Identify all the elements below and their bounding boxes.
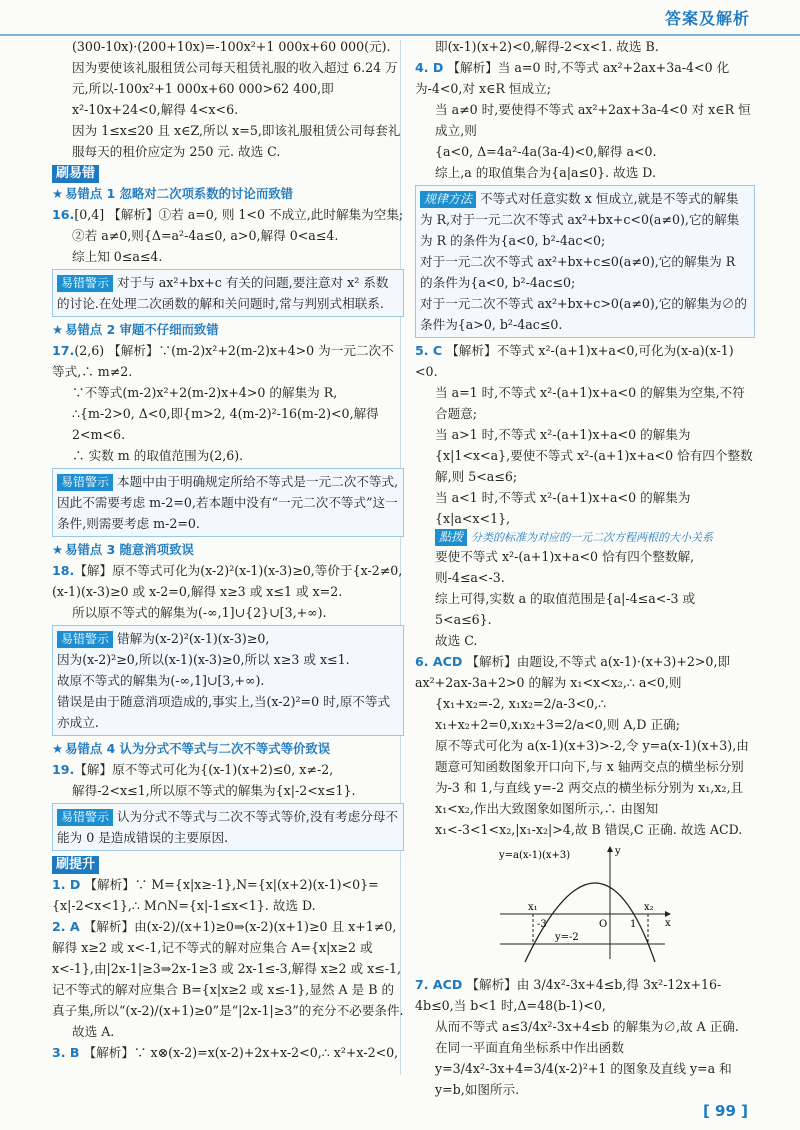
continued-line: 即(x-1)(x+2)<0,解得-2<x<1. 故选 B.	[435, 39, 659, 54]
intro-line: 因为要使该礼服租赁公司每天租赁礼服的收入超过 6.24 万元,所以-100x²+1 000x+60 000>62 400,即 x²-10x+24<0,解得 4<x<6.	[72, 60, 398, 117]
star-icon: ★	[52, 186, 64, 201]
error-point-title: ★ 易错点 4 认为分式不等式与二次不等式等价致误	[52, 741, 331, 756]
rule-method-note: 规律方法 不等式对任意实数 x 恒成立,就是不等式的解集为 R,对于一元二次不等式 ax²+bx+c<0(a≠0),它的解集为 R 的条件为{a<0, b²-4ac<0; 对于一元二次不等式 ax²+bx+c≤0(a≠0),它的解集为 R 的条件为{a<0, b²-4ac≤0; 对于一元二次不等式 ax²+bx+c>0(a≠0),它的解集为∅的条件为{a>0, b²-4ac≤0.	[415, 185, 755, 338]
func-label: y=a(x-1)(x+3)	[499, 850, 571, 861]
parabola-graph	[495, 844, 675, 964]
question-18-line: 所以原不等式的解集为(-∞,1]∪{2}∪[3,+∞).	[72, 605, 327, 620]
star-icon: ★	[52, 322, 64, 337]
handwritten-note: 點拨 分类的标准为对应的一元二次方程两根的大小关系	[415, 529, 755, 546]
error-warning-note: 易错警示 本题中由于明确规定所给不等式是一元二次不等式,因此不需要考虑 m-2=0,若本题中没有“一元二次不等式”这一条件,则需要考虑 m-2=0.	[52, 468, 404, 537]
question-17-line: ∵不等式(m-2)x²+2(m-2)x+4>0 的解集为 R,	[72, 385, 338, 400]
improve-q6-line: {x₁+x₂=-2, x₁x₂=2/a-3<0,∴ x₁+x₂+2=0,x₁x₂+3=2/a<0,则 A,D 正确;	[435, 696, 680, 732]
improve-q3: 3. B 【解析】∵ x⊗(x-2)=x(x-2)+2x+x-2<0,∴ x²+x-2<0,	[52, 1045, 399, 1060]
question-16: 16.[0,4] 【解析】①若 a=0, 则 1<0 不成立,此时解集为空集;	[52, 207, 404, 222]
axis-x-label: x	[665, 918, 671, 929]
x-axis-arrow	[665, 911, 671, 917]
tick-origin: O	[599, 919, 608, 930]
section-improve: 刷提升	[52, 856, 99, 874]
question-16-line: 综上知 0≤a≤4.	[72, 249, 163, 264]
x2-label: x₂	[644, 902, 654, 913]
page-number: [ 99 ]	[702, 1102, 748, 1120]
question-18: 18.【解】原不等式可化为(x-2)²(x-1)(x-3)≥0,等价于{x-2≠0, (x-1)(x-3)≥0 或 x-2=0,解得 x≥3 或 x≤1 或 x=2.	[52, 563, 403, 599]
question-16-line: ②若 a≠0,则{Δ=a²-4a≤0, a>0,解得 0<a≤4.	[72, 228, 339, 243]
improve-q6-line: 原不等式可化为 a(x-1)(x+3)>-2,令 y=a(x-1)(x+3),由题意可知函数图象开口向下,与 x 轴两交点的横坐标分别为-3 和 1,与直线 y=-2 两交点的横坐标分别为 x₁,x₂,且 x₁<x₂,作出大致图象如图所示,∴ 由图知 x₁<-3<1<x₂,|x₁-x₂|>4,故 B 错误,C 正确. 故选 ACD.	[435, 738, 749, 837]
error-point-title: ★ 易错点 1 忽略对二次项系数的讨论而致错	[52, 186, 293, 201]
tick-1: 1	[630, 919, 637, 930]
improve-q2: 2. A 【解析】由(x-2)/(x+1)≥0⇒(x-2)(x+1)≥0 且 x+1≠0,解得 x≥2 或 x<-1,记不等式的解对应集合 A={x|x≥2 或 x<-1},由|2x-1|≥3⇒2x-1≥3 或 2x-1≤-3,解得 x≥2 或 x≤-1,记不等式的解对应集合 B={x|x≥2 或 x≤-1},显然 A 是 B 的真子集,所以“(x-2)/(x+1)≥0”是“|2x-1|≥3”的充分不必要条件.	[52, 919, 404, 1018]
line-label: y=-2	[555, 932, 579, 943]
improve-q5-line: 当 a>1 时,不等式 x²-(a+1)x+a<0 的解集为{x|1<x<a},要使不等式 x²-(a+1)x+a<0 恰有四个整数解,则 5<a≤6;	[435, 427, 753, 484]
intro-line: (300-10x)·(200+10x)=-100x²+1 000x+60 000(元).	[72, 39, 391, 54]
improve-q6: 6. ACD 【解析】由题设,不等式 a(x-1)·(x+3)+2>0,即 ax²+2ax-3a+2>0 的解为 x₁<x<x₂,∴ a<0,则	[415, 654, 731, 690]
right-column	[415, 36, 755, 1100]
improve-q5-line: 故选 C.	[435, 633, 478, 648]
question-19: 19.【解】原不等式可化为{(x-1)(x+2)≤0, x≠-2,	[52, 762, 334, 777]
improve-q1: 1. D 【解析】∵ M={x|x≥-1},N={x|(x+2)(x-1)<0}={x|-2<x<1},∴ M∩N={x|-1≤x<1}. 故选 D.	[52, 877, 379, 913]
improve-q5-line: 当 a=1 时,不等式 x²-(a+1)x+a<0 的解集为空集,不符合题意;	[435, 385, 745, 421]
improve-q2-line: 故选 A.	[72, 1024, 115, 1039]
improve-q7-line: 从而不等式 a≤3/4x²-3x+4≤b 的解集为∅,故 A 正确.	[435, 1019, 739, 1034]
improve-q4-line: {a<0, Δ=4a²-4a(3a-4)<0,解得 a<0.	[435, 144, 657, 159]
improve-q5-line: 综上可得,实数 a 的取值范围是{a|-4≤a<-3 或 5<a≤6}.	[435, 591, 696, 627]
star-icon: ★	[52, 542, 64, 557]
error-point-title: ★ 易错点 3 随意消项致误	[52, 542, 194, 557]
improve-q5-line: 要使不等式 x²-(a+1)x+a<0 恰有四个整数解,则-4≤a<-3.	[435, 549, 695, 585]
star-icon: ★	[52, 741, 64, 756]
improve-q7: 7. ACD 【解析】由 3/4x²-3x+4≤b,得 3x²-12x+16-4b≤0,当 b<1 时,Δ=48(b-1)<0,	[415, 977, 722, 1013]
tick-neg3: -3	[537, 919, 547, 930]
section-errors: 刷易错	[52, 165, 99, 183]
y-axis-arrow	[607, 846, 613, 852]
intro-line: 因为 1≤x≤20 且 x∈Z,所以 x=5,即该礼服租赁公司每套礼服每天的租价应定为 250 元. 故选 C.	[72, 123, 401, 159]
x1-label: x₁	[528, 902, 538, 913]
question-19-line: 解得-2<x≤1,所以原不等式的解集为{x|-2<x≤1}.	[72, 783, 356, 798]
question-17: 17.(2,6) 【解析】∵(m-2)x²+2(m-2)x+4>0 为一元二次不等式,∴ m≠2.	[52, 343, 394, 379]
page-header-title: 答案及解析	[664, 9, 750, 28]
error-warning-note: 易错警示 对于与 ax²+bx+c 有关的问题,要注意对 x² 系数的讨论.在处理二次函数的解和关问题时,常与判别式相联系.	[52, 269, 404, 317]
left-column	[52, 36, 404, 1063]
improve-q5: 5. C 【解析】不等式 x²-(a+1)x+a<0,可化为(x-a)(x-1)<0.	[415, 343, 734, 379]
error-point-title: ★ 易错点 2 审题不仔细而致错	[52, 322, 219, 337]
improve-q5-line: 当 a<1 时,不等式 x²-(a+1)x+a<0 的解集为{x|a<x<1},	[435, 490, 691, 526]
question-17-line: ∴ 实数 m 的取值范围为(2,6).	[72, 448, 244, 463]
improve-q7-line: 在同一平面直角坐标系中作出函数 y=3/4x²-3x+4=3/4(x-2)²+1 的图象及直线 y=a 和 y=b,如图所示.	[435, 1040, 732, 1097]
axis-y-label: y	[615, 846, 621, 857]
error-warning-note: 易错警示 错解为(x-2)²(x-1)(x-3)≥0, 因为(x-2)²≥0,所以(x-1)(x-3)≥0,所以 x≥3 或 x≤1. 故原不等式的解集为(-∞,1]∪[3,+∞). 错误是由于随意消项造成的,事实上,当(x-2)²=0 时,原不等式亦成立.	[52, 625, 404, 736]
improve-q4-line: 当 a≠0 时,要使得不等式 ax²+2ax+3a-4<0 对 x∈R 恒成立,则	[435, 102, 751, 138]
improve-q4-line: 综上,a 的取值集合为{a|a≤0}. 故选 D.	[435, 165, 656, 180]
improve-q4: 4. D 【解析】当 a=0 时,不等式 ax²+2ax+3a-4<0 化为-4<0,对 x∈R 恒成立;	[415, 60, 730, 96]
error-warning-note: 易错警示 认为分式不等式与二次不等式等价,没有考虑分母不能为 0 是造成错误的主要原因.	[52, 803, 404, 851]
question-17-line: ∴{m-2>0, Δ<0,即{m>2, 4(m-2)²-16(m-2)<0,解得 2<m<6.	[72, 406, 379, 442]
